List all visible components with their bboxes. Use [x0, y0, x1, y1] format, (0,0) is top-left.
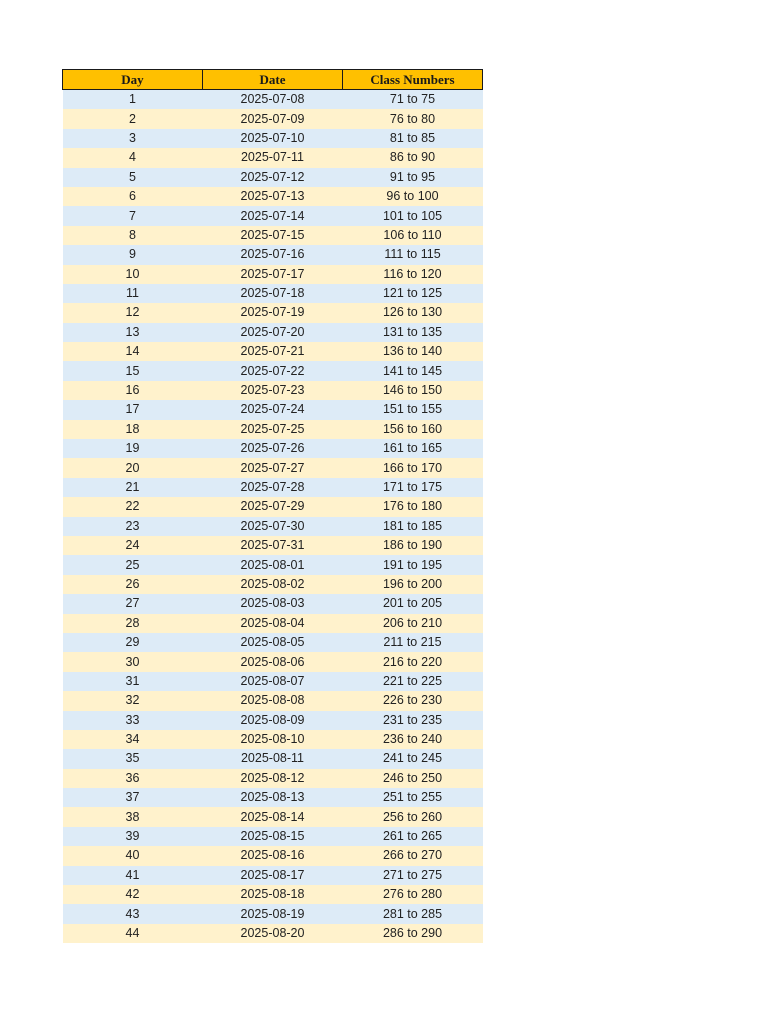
table-row — [63, 691, 483, 710]
day-cell: 18 — [63, 420, 203, 439]
date-cell: 2025-08-18 — [203, 885, 343, 904]
table-row — [63, 517, 483, 536]
date-cell: 2025-08-12 — [203, 769, 343, 788]
date-cell: 2025-07-11 — [203, 148, 343, 167]
day-cell: 38 — [63, 807, 203, 826]
table-row — [63, 788, 483, 807]
day-cell: 8 — [63, 226, 203, 245]
day-cell: 41 — [63, 866, 203, 885]
class-numbers-cell: 106 to 110 — [343, 226, 483, 245]
class-numbers-cell: 101 to 105 — [343, 206, 483, 225]
date-cell: 2025-07-25 — [203, 420, 343, 439]
day-cell: 9 — [63, 245, 203, 264]
date-cell: 2025-07-08 — [203, 90, 343, 110]
class-numbers-cell: 131 to 135 — [343, 323, 483, 342]
day-cell: 27 — [63, 594, 203, 613]
date-cell: 2025-08-15 — [203, 827, 343, 846]
class-numbers-cell: 71 to 75 — [343, 90, 483, 110]
table-row — [63, 265, 483, 284]
date-cell: 2025-08-17 — [203, 866, 343, 885]
date-cell: 2025-08-06 — [203, 652, 343, 671]
day-cell: 44 — [63, 924, 203, 943]
class-numbers-cell: 281 to 285 — [343, 904, 483, 923]
table-row — [63, 439, 483, 458]
class-numbers-cell: 146 to 150 — [343, 381, 483, 400]
date-cell: 2025-08-16 — [203, 846, 343, 865]
day-cell: 14 — [63, 342, 203, 361]
table-row — [63, 866, 483, 885]
day-cell: 16 — [63, 381, 203, 400]
day-cell: 20 — [63, 458, 203, 477]
class-numbers-cell: 91 to 95 — [343, 168, 483, 187]
header-row — [63, 70, 483, 90]
date-cell: 2025-08-09 — [203, 711, 343, 730]
table-row — [63, 846, 483, 865]
class-numbers-cell: 221 to 225 — [343, 672, 483, 691]
table-row — [63, 342, 483, 361]
table-row — [63, 497, 483, 516]
table-row — [63, 749, 483, 768]
date-cell: 2025-07-31 — [203, 536, 343, 555]
table-row — [63, 536, 483, 555]
date-cell: 2025-07-18 — [203, 284, 343, 303]
class-numbers-cell: 176 to 180 — [343, 497, 483, 516]
date-cell: 2025-07-22 — [203, 361, 343, 380]
date-cell: 2025-07-23 — [203, 381, 343, 400]
date-cell: 2025-07-30 — [203, 517, 343, 536]
day-cell: 25 — [63, 555, 203, 574]
day-cell: 37 — [63, 788, 203, 807]
table-row — [63, 109, 483, 128]
table-row — [63, 168, 483, 187]
header-class-numbers: Class Numbers — [343, 70, 483, 90]
table-row — [63, 458, 483, 477]
day-cell: 23 — [63, 517, 203, 536]
day-cell: 12 — [63, 303, 203, 322]
class-numbers-cell: 251 to 255 — [343, 788, 483, 807]
table-row — [63, 90, 483, 110]
day-cell: 21 — [63, 478, 203, 497]
table-row — [63, 555, 483, 574]
table-row — [63, 303, 483, 322]
date-cell: 2025-08-19 — [203, 904, 343, 923]
date-cell: 2025-07-15 — [203, 226, 343, 245]
day-cell: 5 — [63, 168, 203, 187]
date-cell: 2025-07-29 — [203, 497, 343, 516]
class-numbers-cell: 126 to 130 — [343, 303, 483, 322]
date-cell: 2025-07-16 — [203, 245, 343, 264]
date-cell: 2025-08-03 — [203, 594, 343, 613]
table-row — [63, 381, 483, 400]
class-numbers-cell: 116 to 120 — [343, 265, 483, 284]
day-cell: 15 — [63, 361, 203, 380]
class-numbers-cell: 286 to 290 — [343, 924, 483, 943]
day-cell: 36 — [63, 769, 203, 788]
table-row — [63, 652, 483, 671]
day-cell: 10 — [63, 265, 203, 284]
table-row — [63, 400, 483, 419]
table-row — [63, 904, 483, 923]
day-cell: 31 — [63, 672, 203, 691]
class-numbers-cell: 261 to 265 — [343, 827, 483, 846]
date-cell: 2025-07-20 — [203, 323, 343, 342]
table-row — [63, 672, 483, 691]
class-numbers-cell: 111 to 115 — [343, 245, 483, 264]
schedule-table — [62, 69, 483, 943]
class-numbers-cell: 141 to 145 — [343, 361, 483, 380]
class-numbers-cell: 121 to 125 — [343, 284, 483, 303]
day-cell: 24 — [63, 536, 203, 555]
table-row — [63, 730, 483, 749]
day-cell: 33 — [63, 711, 203, 730]
table-row — [63, 226, 483, 245]
class-numbers-cell: 211 to 215 — [343, 633, 483, 652]
table-row — [63, 614, 483, 633]
table-row — [63, 245, 483, 264]
table-row — [63, 420, 483, 439]
day-cell: 29 — [63, 633, 203, 652]
table-row — [63, 769, 483, 788]
date-cell: 2025-08-13 — [203, 788, 343, 807]
table-row — [63, 206, 483, 225]
date-cell: 2025-07-19 — [203, 303, 343, 322]
date-cell: 2025-07-12 — [203, 168, 343, 187]
header-day: Day — [63, 70, 203, 90]
day-cell: 2 — [63, 109, 203, 128]
day-cell: 11 — [63, 284, 203, 303]
class-numbers-cell: 256 to 260 — [343, 807, 483, 826]
class-numbers-cell: 246 to 250 — [343, 769, 483, 788]
date-cell: 2025-07-28 — [203, 478, 343, 497]
header-date: Date — [203, 70, 343, 90]
day-cell: 1 — [63, 90, 203, 110]
date-cell: 2025-07-13 — [203, 187, 343, 206]
table-row — [63, 575, 483, 594]
class-numbers-cell: 81 to 85 — [343, 129, 483, 148]
class-numbers-cell: 236 to 240 — [343, 730, 483, 749]
table-row — [63, 129, 483, 148]
class-numbers-cell: 136 to 140 — [343, 342, 483, 361]
class-numbers-cell: 266 to 270 — [343, 846, 483, 865]
day-cell: 30 — [63, 652, 203, 671]
day-cell: 43 — [63, 904, 203, 923]
class-numbers-cell: 151 to 155 — [343, 400, 483, 419]
day-cell: 34 — [63, 730, 203, 749]
class-numbers-cell: 206 to 210 — [343, 614, 483, 633]
class-numbers-cell: 191 to 195 — [343, 555, 483, 574]
class-numbers-cell: 166 to 170 — [343, 458, 483, 477]
date-cell: 2025-08-01 — [203, 555, 343, 574]
day-cell: 42 — [63, 885, 203, 904]
class-numbers-cell: 86 to 90 — [343, 148, 483, 167]
table-row — [63, 924, 483, 943]
class-numbers-cell: 171 to 175 — [343, 478, 483, 497]
date-cell: 2025-07-26 — [203, 439, 343, 458]
date-cell: 2025-07-21 — [203, 342, 343, 361]
date-cell: 2025-08-05 — [203, 633, 343, 652]
day-cell: 28 — [63, 614, 203, 633]
table-row — [63, 827, 483, 846]
table-row — [63, 187, 483, 206]
day-cell: 6 — [63, 187, 203, 206]
table-row — [63, 478, 483, 497]
date-cell: 2025-07-09 — [203, 109, 343, 128]
date-cell: 2025-07-10 — [203, 129, 343, 148]
table-row — [63, 284, 483, 303]
day-cell: 39 — [63, 827, 203, 846]
table-header — [63, 70, 483, 90]
table-row — [63, 807, 483, 826]
day-cell: 7 — [63, 206, 203, 225]
day-cell: 3 — [63, 129, 203, 148]
class-numbers-cell: 161 to 165 — [343, 439, 483, 458]
day-cell: 19 — [63, 439, 203, 458]
date-cell: 2025-07-27 — [203, 458, 343, 477]
date-cell: 2025-08-20 — [203, 924, 343, 943]
class-numbers-cell: 96 to 100 — [343, 187, 483, 206]
table-row — [63, 361, 483, 380]
class-numbers-cell: 181 to 185 — [343, 517, 483, 536]
class-numbers-cell: 156 to 160 — [343, 420, 483, 439]
date-cell: 2025-08-14 — [203, 807, 343, 826]
table-row — [63, 594, 483, 613]
date-cell: 2025-07-14 — [203, 206, 343, 225]
day-cell: 4 — [63, 148, 203, 167]
date-cell: 2025-08-11 — [203, 749, 343, 768]
class-numbers-cell: 76 to 80 — [343, 109, 483, 128]
date-cell: 2025-08-10 — [203, 730, 343, 749]
day-cell: 17 — [63, 400, 203, 419]
table-row — [63, 323, 483, 342]
table-row — [63, 633, 483, 652]
day-cell: 22 — [63, 497, 203, 516]
date-cell: 2025-08-04 — [203, 614, 343, 633]
day-cell: 40 — [63, 846, 203, 865]
table-row — [63, 148, 483, 167]
class-numbers-cell: 231 to 235 — [343, 711, 483, 730]
class-numbers-cell: 196 to 200 — [343, 575, 483, 594]
date-cell: 2025-08-08 — [203, 691, 343, 710]
day-cell: 26 — [63, 575, 203, 594]
table-row — [63, 885, 483, 904]
class-numbers-cell: 226 to 230 — [343, 691, 483, 710]
class-numbers-cell: 276 to 280 — [343, 885, 483, 904]
day-cell: 35 — [63, 749, 203, 768]
date-cell: 2025-07-17 — [203, 265, 343, 284]
day-cell: 13 — [63, 323, 203, 342]
table-body — [63, 90, 483, 944]
class-numbers-cell: 201 to 205 — [343, 594, 483, 613]
table-row — [63, 711, 483, 730]
class-numbers-cell: 186 to 190 — [343, 536, 483, 555]
class-numbers-cell: 216 to 220 — [343, 652, 483, 671]
class-numbers-cell: 271 to 275 — [343, 866, 483, 885]
date-cell: 2025-07-24 — [203, 400, 343, 419]
date-cell: 2025-08-02 — [203, 575, 343, 594]
date-cell: 2025-08-07 — [203, 672, 343, 691]
class-numbers-cell: 241 to 245 — [343, 749, 483, 768]
day-cell: 32 — [63, 691, 203, 710]
